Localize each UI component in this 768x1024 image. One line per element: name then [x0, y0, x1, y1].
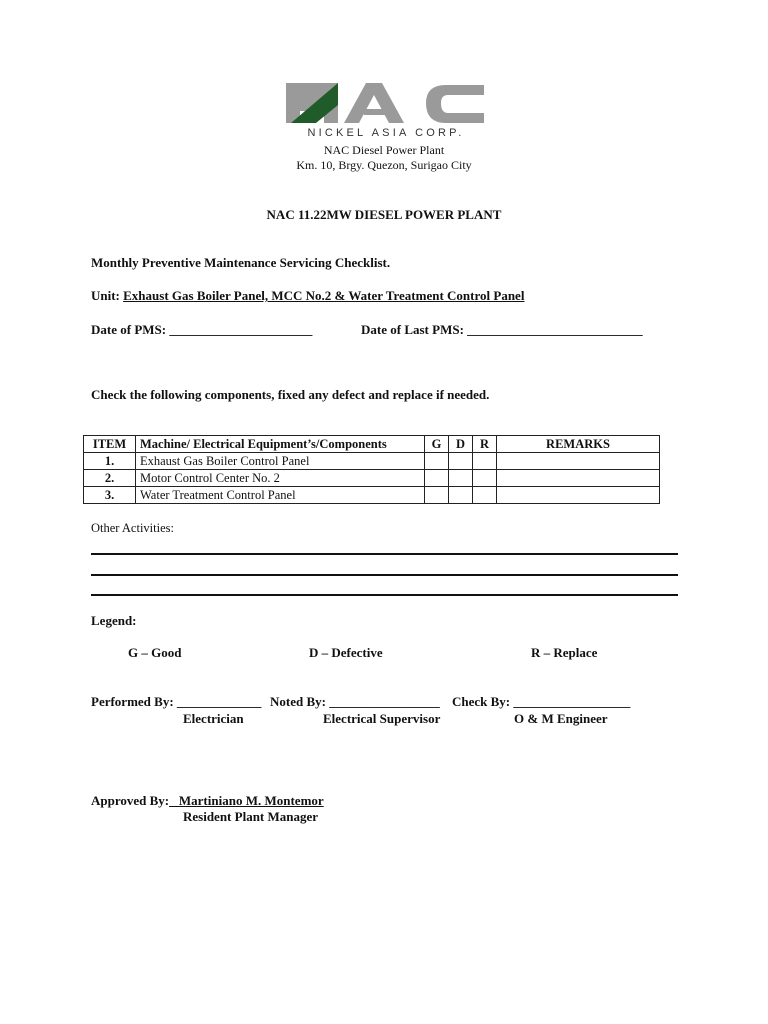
approver-name: _ Martiniano M. Montemor: [169, 793, 324, 808]
unit-label: Unit:: [91, 288, 120, 303]
row-item: 1.: [84, 453, 136, 470]
document-title: NAC 11.22MW DIESEL POWER PLANT: [266, 207, 502, 222]
approver-title: Resident Plant Manager: [183, 809, 319, 824]
table-header-row: [84, 436, 660, 453]
header-d: D: [449, 436, 473, 453]
row-r-cell[interactable]: [473, 453, 497, 470]
table-row: [84, 487, 660, 504]
approved-by-line: [91, 793, 324, 809]
header-r: R: [473, 436, 497, 453]
row-item: 2.: [84, 470, 136, 487]
row-g-cell[interactable]: [425, 487, 449, 504]
row-r-cell[interactable]: [473, 487, 497, 504]
row-g-cell[interactable]: [425, 453, 449, 470]
legend-label: Legend:: [91, 613, 137, 628]
row-remarks-cell[interactable]: [497, 487, 660, 504]
row-g-cell[interactable]: [425, 470, 449, 487]
row-machine: Motor Control Center No. 2: [136, 470, 425, 487]
electrical-supervisor-title: Electrical Supervisor: [323, 711, 441, 726]
nac-logo-graphic: [286, 81, 486, 141]
nac-logo: [286, 81, 486, 141]
legend-good: G – Good: [128, 645, 182, 660]
check-by-field: Check By: __________________: [452, 694, 631, 709]
table-row: [84, 470, 660, 487]
row-remarks-cell[interactable]: [497, 470, 660, 487]
row-d-cell[interactable]: [449, 470, 473, 487]
row-r-cell[interactable]: [473, 470, 497, 487]
company-name: NICKEL ASIA CORP.: [307, 127, 465, 139]
row-machine: Exhaust Gas Boiler Control Panel: [136, 453, 425, 470]
date-pms-field: Date of PMS: ______________________: [91, 322, 313, 337]
om-engineer-title: O & M Engineer: [514, 711, 608, 726]
row-d-cell[interactable]: [449, 453, 473, 470]
header-g: G: [425, 436, 449, 453]
row-d-cell[interactable]: [449, 487, 473, 504]
activity-line-2[interactable]: [91, 574, 678, 576]
instruction-text: Check the following components, fixed any defect and replace if needed.: [91, 387, 490, 402]
date-last-pms-field: Date of Last PMS: ___________________________: [361, 322, 643, 337]
row-machine: Water Treatment Control Panel: [136, 487, 425, 504]
row-item: 3.: [84, 487, 136, 504]
activity-line-3[interactable]: [91, 594, 678, 596]
unit-value: Exhaust Gas Boiler Panel, MCC No.2 & Water Treatment Control Panel: [123, 288, 525, 303]
performed-by-field: Performed By: _____________: [91, 694, 262, 709]
header-item: ITEM: [84, 436, 136, 453]
activity-line-1[interactable]: [91, 553, 678, 555]
checklist-title: Monthly Preventive Maintenance Servicing Checklist.: [91, 255, 391, 270]
plant-address: Km. 10, Brgy. Quezon, Surigao City: [296, 158, 472, 172]
plant-info: [0, 143, 768, 173]
row-remarks-cell[interactable]: [497, 453, 660, 470]
header-remarks: REMARKS: [497, 436, 660, 453]
approved-by-label: Approved By:: [91, 793, 170, 808]
table-row: [84, 453, 660, 470]
plant-name: NAC Diesel Power Plant: [323, 143, 445, 157]
header-machine: Machine/ Electrical Equipment’s/Components: [136, 436, 425, 453]
legend-defective: D – Defective: [309, 645, 383, 660]
other-activities-label: Other Activities:: [91, 521, 174, 535]
noted-by-field: Noted By: _________________: [270, 694, 440, 709]
checklist-table: [83, 435, 660, 504]
electrician-title: Electrician: [183, 711, 244, 726]
unit-line: [91, 288, 524, 304]
legend-replace: R – Replace: [531, 645, 598, 660]
